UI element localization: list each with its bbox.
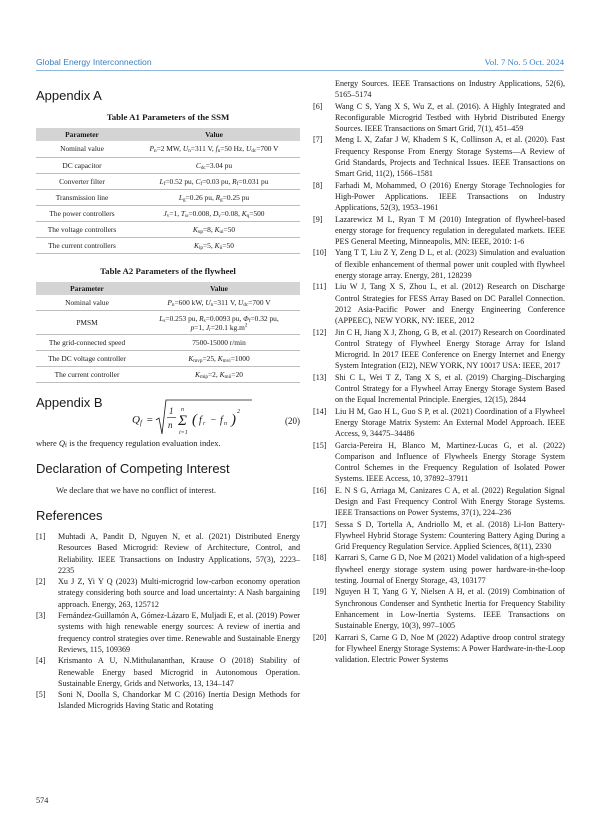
reference-item bbox=[36, 689, 300, 712]
table-cell: $P_n=600$ kW, $U_n=311$ V, $U_{dc}=700$ V bbox=[138, 295, 300, 311]
reference-number: [2] bbox=[36, 577, 46, 587]
table-row bbox=[36, 141, 300, 157]
appendix-a-heading: Appendix A bbox=[36, 88, 102, 103]
reference-number: [13] bbox=[313, 372, 327, 382]
references-list-right bbox=[313, 78, 565, 665]
reference-number: [6] bbox=[313, 101, 323, 111]
table-a2-header-parameter: Parameter bbox=[36, 282, 138, 295]
reference-text: Liu W J, Tang X S, Zhou L, et al. (2012) Research on Discharge Control Strategies for FESS Array Based on DC Parallel Connection. 2012 Asia-Pacific Power and Energy Engineering Conference (APPEEC), NEW YORK, NY: IEEE, 2012 bbox=[335, 282, 565, 326]
reference-number: [15] bbox=[313, 440, 327, 450]
reference-text: Karrari S, Carne G D, Noe M (2021) Model validation of a high-speed flywheel energy storage system using power hardware-in-the-loop testing. Journal of Energy Storage, 43, 103177 bbox=[335, 553, 565, 586]
journal-name: Global Energy Interconnection bbox=[36, 57, 152, 67]
reference-item bbox=[313, 440, 565, 485]
reference-number: [12] bbox=[313, 327, 327, 337]
reference-text: Shi C L, Wei T Z, Tang X S, et al. (2019) Charging–Discharging Control Strategy for a Flywheel Array Energy Storage System Based on the Equal Incremental Principle. Energies, 12(15), 2844 bbox=[335, 372, 565, 405]
appendix-b-heading: Appendix B bbox=[36, 395, 103, 410]
table-row bbox=[36, 157, 300, 173]
reference-item bbox=[313, 406, 565, 440]
header-rule bbox=[36, 70, 564, 71]
table-cell: Nominal value bbox=[36, 141, 128, 157]
reference-text: Jin C H, Jiang X J, Zhong, G B, et al. (2017) Research on Coordinated Control Strategy of Flywheel Energy Storage Array for Island Microgrid. In 2017 IEEE Conference on Energy Internet and Energy System Integration (EI2), NEW YORK, NY 10017 USA: IEEE, 2017 bbox=[335, 327, 565, 371]
reference-item bbox=[313, 281, 565, 326]
reference-text: Energy Sources. IEEE Transactions on Industry Applications, 52(6), 5165–5174 bbox=[335, 79, 565, 100]
equation-number: (20) bbox=[285, 416, 300, 426]
reference-number: [11] bbox=[313, 282, 327, 292]
table-cell: $K_{mvp}=25$, $K_{mvi}=1000$ bbox=[138, 351, 300, 367]
reference-continuation bbox=[313, 78, 565, 101]
table-a1-header-value: Value bbox=[128, 128, 300, 141]
reference-item bbox=[313, 327, 565, 372]
reference-number: [3] bbox=[36, 611, 46, 621]
table-row bbox=[36, 351, 300, 367]
svg-text:−: − bbox=[210, 415, 217, 426]
reference-number: [9] bbox=[313, 214, 323, 224]
table-a1-header-parameter: Parameter bbox=[36, 128, 128, 141]
table-row bbox=[36, 221, 300, 237]
table-cell: Converter filter bbox=[36, 173, 128, 189]
left-column bbox=[36, 78, 300, 712]
reference-text: Karrari S, Carne G D, Noe M (2022) Adaptive droop control strategy for Flywheel Energy Storage Systems: A Power Hardware-in-the-Loop validation. Electric Power Systems bbox=[335, 632, 565, 665]
table-cell: $L_g=0.26$ pu, $R_g=0.25$ pu bbox=[128, 189, 300, 205]
table-row bbox=[36, 205, 300, 221]
svg-text:f: f bbox=[220, 415, 223, 426]
reference-item bbox=[313, 101, 565, 135]
table-row bbox=[36, 173, 300, 189]
reference-item bbox=[313, 586, 565, 631]
reference-item bbox=[313, 180, 565, 214]
table-a1-caption: Table A1 Parameters of the SSM bbox=[106, 112, 230, 122]
svg-text:i=1: i=1 bbox=[179, 430, 188, 436]
references-list-left bbox=[36, 531, 300, 712]
reference-number: [7] bbox=[313, 135, 323, 145]
reference-text: E. N S G, Arriaga M, Canizares C A, et al. (2022) Regulation Signal Design and Fast Frequency Control With Energy Storage Systems. IEEE Transactions on Power Systems, 37(1), 224–236 bbox=[335, 485, 565, 518]
svg-text:2: 2 bbox=[237, 409, 240, 415]
table-cell: PMSM bbox=[36, 311, 138, 335]
reference-text: Lazarewicz M L, Ryan T M (2010) Integration of flywheel-based energy storage for frequency regulation in deregulated markets. IEEE PES General Meeting, Minneapolis, MN: IEEE, 2010: 1-6 bbox=[335, 214, 565, 247]
table-row bbox=[36, 237, 300, 253]
reference-item bbox=[313, 247, 565, 281]
equation-graphic bbox=[36, 397, 300, 441]
reference-item bbox=[313, 632, 565, 666]
reference-number: [20] bbox=[313, 632, 327, 642]
table-cell: $K_{up}=8$, $K_{ui}=50$ bbox=[128, 221, 300, 237]
svg-text:(: ( bbox=[192, 412, 197, 428]
svg-text:1: 1 bbox=[169, 406, 174, 416]
svg-text:r: r bbox=[203, 421, 206, 427]
reference-item bbox=[36, 576, 300, 610]
issue-info: Vol. 7 No. 5 Oct. 2024 bbox=[484, 57, 564, 67]
svg-text:n: n bbox=[168, 420, 173, 430]
reference-text: Yang T T, Liu Z Y, Zeng D L, et al. (2023) Simulation and evaluation of flexible enhancement of thermal power unit coupled with flywheel energy storage array. Energy, 281, 128239 bbox=[335, 248, 565, 281]
reference-number: [5] bbox=[36, 690, 46, 700]
table-cell: DC capacitor bbox=[36, 157, 128, 173]
reference-item bbox=[36, 655, 300, 689]
reference-text: Wang C S, Yang X S, Wu Z, et al. (2016). A Highly Integrated and Reconfigurable Microgrid Testbed with Hybrid Distributed Energy Sources. IEEE Transactions on Smart Grid, 7(1), 451–459 bbox=[335, 101, 565, 134]
table-cell: $K_{ip}=5$, $K_{ii}=50$ bbox=[128, 237, 300, 253]
table-cell: The grid-connected speed bbox=[36, 335, 138, 351]
table-cell: Transmission line bbox=[36, 189, 128, 205]
table-cell: $L_f=0.52$ pu, $C_f=0.03$ pu, $R_f=0.031$ pu bbox=[128, 173, 300, 189]
reference-number: [1] bbox=[36, 532, 46, 541]
reference-item bbox=[36, 610, 300, 655]
table-cell: The DC voltage controller bbox=[36, 351, 138, 367]
declaration-heading: Declaration of Competing Interest bbox=[36, 461, 230, 476]
reference-text: Liu H M, Gao H L, Guo S P, et al. (2021) Coordination of a Flywheel Energy Storage Matrix System: An External Model Approach. IEEE Access, 9, 34475–34486 bbox=[335, 406, 565, 439]
reference-text: Farhadi M, Mohammed, O (2016) Energy Storage Technologies for High-Power Applications. IEEE Transactions on Industry Applications, 52(3), 1953–1961 bbox=[335, 180, 565, 213]
right-column bbox=[313, 78, 565, 665]
svg-text:Σ: Σ bbox=[178, 413, 187, 429]
reference-text: Soni N, Doolla S, Chandorkar M C (2016) Inertia Design Methods for Islanded Microgrids Having Static and Rotating bbox=[58, 690, 300, 711]
reference-number: [18] bbox=[313, 553, 327, 563]
reference-number: [10] bbox=[313, 248, 327, 258]
table-row bbox=[36, 189, 300, 205]
reference-item bbox=[313, 214, 565, 248]
page-number: 574 bbox=[36, 796, 49, 805]
reference-item bbox=[313, 552, 565, 586]
table-cell: $J_v=1$, $T_\omega=0.008$, $D_v=0.08$, $K_q=500$ bbox=[128, 205, 300, 221]
table-a2-caption: Table A2 Parameters of the flywheel bbox=[100, 265, 236, 276]
reference-number: [14] bbox=[313, 406, 327, 416]
table-a2-header-value: Value bbox=[138, 282, 300, 295]
reference-number: [8] bbox=[313, 180, 323, 190]
reference-item bbox=[36, 531, 300, 576]
declaration-text: We declare that we have no conflict of interest. bbox=[56, 485, 217, 495]
reference-item bbox=[313, 134, 565, 179]
reference-text: Meng L X, Zafar J W, Khadem S K, Collinson A, et al. (2020). Fast Frequency Response From Energy Storage Systems—A Review of Grid Standards, Projects and Technical Issues. IEEE Transactions on Smart Grid, 11(2), 1566–1581 bbox=[335, 135, 565, 179]
reference-text: Fernández-Guillamón A, Gómez-Lázaro E, Muljadi E, et al. (2019) Power systems with high renewable energy sources: A review of inertia and frequency control strategies over time. Renewable and Sustainable Energy Reviews, 115, 109369 bbox=[58, 611, 300, 654]
reference-item bbox=[313, 485, 565, 519]
svg-text:n: n bbox=[224, 421, 227, 427]
svg-text:f: f bbox=[140, 419, 142, 427]
table-cell: The power controllers bbox=[36, 205, 128, 221]
reference-text: Sessa S D, Tortella A, Andriollo M, et al. (2018) Li-Ion Battery-Flywheel Hybrid Storage System: Countering Battery Aging During a Grid Frequency Regulation Service. Applied Sciences, 8(11), 2330 bbox=[335, 519, 565, 552]
table-row bbox=[36, 295, 300, 311]
reference-text: Nguyen H T, Yang G Y, Nielsen A H, et al. (2019) Combination of Synchronous Condenser and Synthetic Inertia for Frequency Stability Enhancement in Low-Inertia Systems. IEEE Transactions on Sustainable Energy, 10(3), 997–1005 bbox=[335, 587, 565, 631]
table-cell: The current controller bbox=[36, 367, 138, 383]
reference-text: Krismanto A U, N.Mithulananthan, Krause O (2018) Stability of Renewable Energy based Microgrid in Autonomous Operation. Sustainable Energy, Grids and Networks, 13, 134–147 bbox=[58, 656, 300, 688]
equation-20 bbox=[36, 397, 300, 437]
references-items-right bbox=[313, 101, 565, 666]
table-row bbox=[36, 367, 300, 383]
reference-text: Muhtadi A, Pandit D, Nguyen N, et al. (2021) Distributed Energy Resources Based Microgrid: Review of Architecture, Control, and Reliability. IEEE Transactions on Industry Applications, 57(3), 2223–2235 bbox=[58, 532, 300, 575]
reference-item bbox=[313, 519, 565, 553]
table-cell: The current controllers bbox=[36, 237, 128, 253]
svg-text:): ) bbox=[231, 412, 236, 428]
reference-text: Garcia-Pereira H, Blanco M, Martinez-Lucas G, et al. (2022) Comparison and Influence of Flywheels Energy Storage System Control Schemes in the Frequency Regulation of Isolated Power Systems. IEEE Access, 10, 37892–37911 bbox=[335, 440, 565, 484]
table-cell: 7500-15000 r/min bbox=[138, 335, 300, 351]
svg-text:f: f bbox=[199, 415, 202, 426]
table-cell: $P_n=2$ MW, $U_n=311$ V, $f_n=50$ Hz, $U_{dc}=700$ V bbox=[128, 141, 300, 157]
running-header bbox=[36, 57, 564, 71]
table-row bbox=[36, 335, 300, 351]
reference-item bbox=[313, 372, 565, 406]
equation-where-text: where $Q_f$ is the frequency regulation evaluation index. bbox=[36, 438, 221, 449]
table-cell: $C_{dc}=3.04$ pu bbox=[128, 157, 300, 173]
table-a2 bbox=[36, 282, 300, 384]
table-a1 bbox=[36, 128, 300, 254]
reference-number: [16] bbox=[313, 485, 327, 495]
table-cell: $L_s=0.253$ pu, $R_s=0.0093$ pu, $\Phi_f=0.32$ pu, p=1, $J_r=20.1$ $kg.m^2$ bbox=[138, 311, 300, 335]
reference-text: Xu J Z, Yi Y Q (2023) Multi-microgrid low-carbon economy operation strategy considering both source and load uncertainty: A Nash bargaining approach. Energy, 263, 125712 bbox=[58, 577, 300, 609]
references-heading: References bbox=[36, 508, 103, 523]
reference-number: [17] bbox=[313, 519, 327, 529]
svg-text:=: = bbox=[146, 414, 154, 426]
reference-number: [4] bbox=[36, 656, 46, 666]
svg-text:n: n bbox=[181, 407, 184, 413]
reference-number: [19] bbox=[313, 587, 327, 597]
table-cell: $K_{mip}=2$, $K_{mii}=20$ bbox=[138, 367, 300, 383]
table-row bbox=[36, 311, 300, 335]
table-cell: The voltage controllers bbox=[36, 221, 128, 237]
svg-text:Q: Q bbox=[132, 414, 140, 426]
table-cell: Nominal value bbox=[36, 295, 138, 311]
